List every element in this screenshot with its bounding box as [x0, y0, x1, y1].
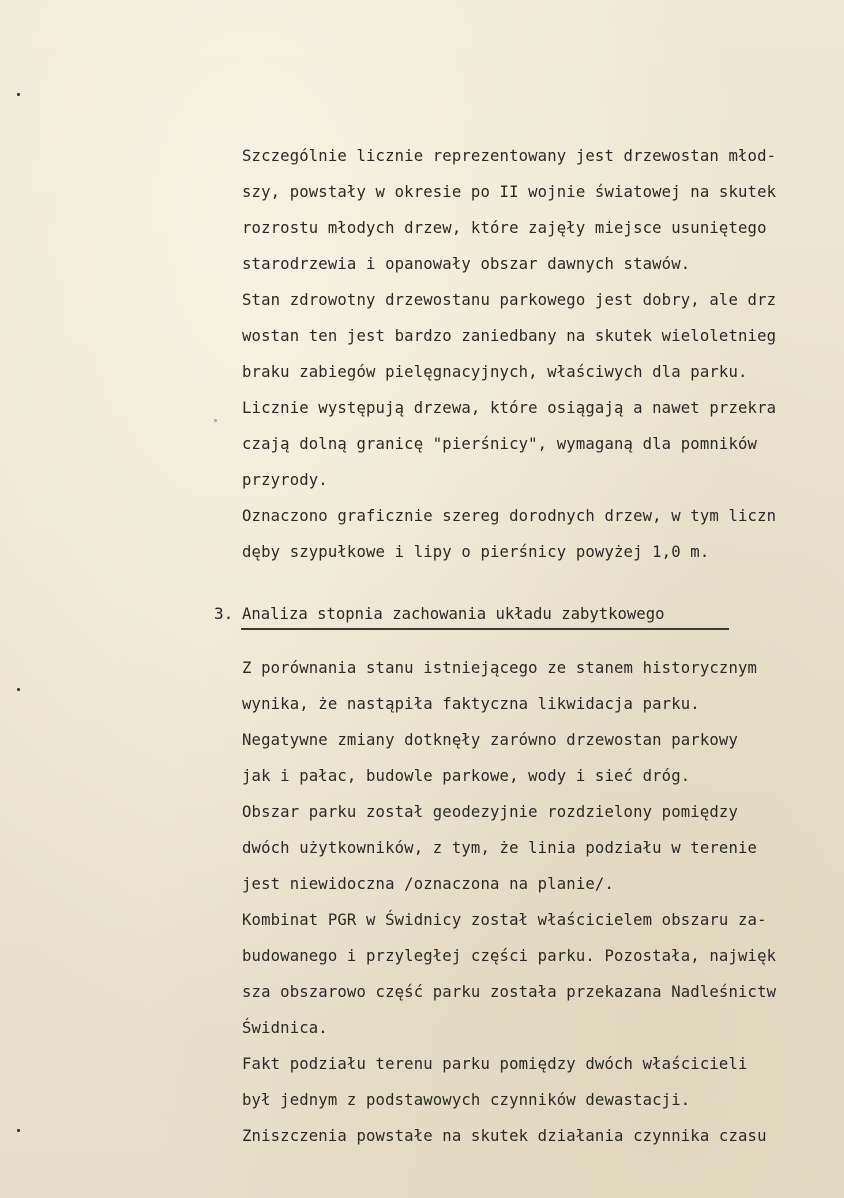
text-line: jest niewidoczna /oznaczona na planie/. — [242, 875, 614, 893]
text-line: braku zabiegów pielęgnacyjnych, właściwych dla parku. — [242, 363, 748, 381]
text-line: Licznie występują drzewa, które osiągają a nawet przekra — [242, 399, 777, 417]
margin-mark-middle — [17, 688, 20, 691]
text-line: starodrzewia i opanowały obszar dawnych stawów. — [242, 255, 691, 273]
text-line: wostan ten jest bardzo zaniedbany na skutek wieloletnieg — [242, 327, 777, 345]
text-line: jak i pałac, budowle parkowe, wody i sieć dróg. — [242, 767, 691, 785]
text-line: dęby szypułkowe i lipy o pierśnicy powyżej 1,0 m. — [242, 543, 710, 561]
text-line: przyrody. — [242, 471, 328, 489]
text-line: wynika, że nastąpiła faktyczna likwidacja parku. — [242, 695, 700, 713]
text-line: szy, powstały w okresie po II wojnie światowej na skutek — [242, 183, 777, 201]
text-line: Obszar parku został geodezyjnie rozdzielony pomiędzy — [242, 803, 738, 821]
text-line: rozrostu młodych drzew, które zajęły miejsce usuniętego — [242, 219, 767, 237]
text-line: Kombinat PGR w Świdnicy został właścicielem obszaru za- — [242, 911, 767, 929]
text-line: Stan zdrowotny drzewostanu parkowego jest dobry, ale drz — [242, 291, 777, 309]
margin-mark-top — [17, 93, 20, 96]
text-line: budowanego i przyległej części parku. Pozostała, najwięk — [242, 947, 777, 965]
text-line: Szczególnie licznie reprezentowany jest drzewostan młod- — [242, 147, 777, 165]
text-line: był jednym z podstawowych czynników dewastacji. — [242, 1091, 691, 1109]
section-number: 3. — [214, 604, 234, 623]
text-line: Oznaczono graficznie szereg dorodnych drzew, w tym liczn — [242, 507, 777, 525]
section-title-underline — [241, 628, 729, 630]
text-line: sza obszarowo część parku została przekazana Nadleśnictw — [242, 983, 777, 1001]
text-line: Świdnica. — [242, 1019, 328, 1037]
text-line: Zniszczenia powstałe na skutek działania czynnika czasu — [242, 1127, 767, 1145]
text-line: Fakt podziału terenu parku pomiędzy dwóch właścicieli — [242, 1055, 748, 1073]
text-line: czają dolną granicę "pierśnicy", wymaganą dla pomników — [242, 435, 758, 453]
margin-mark-bottom — [17, 1129, 20, 1132]
paper-speck — [214, 419, 217, 422]
text-line: dwóch użytkowników, z tym, że linia podziału w terenie — [242, 839, 758, 857]
text-line: Z porównania stanu istniejącego ze stanem historycznym — [242, 659, 758, 677]
text-line: Negatywne zmiany dotknęły zarówno drzewostan parkowy — [242, 731, 738, 749]
section-title: Analiza stopnia zachowania układu zabytkowego — [242, 605, 665, 623]
